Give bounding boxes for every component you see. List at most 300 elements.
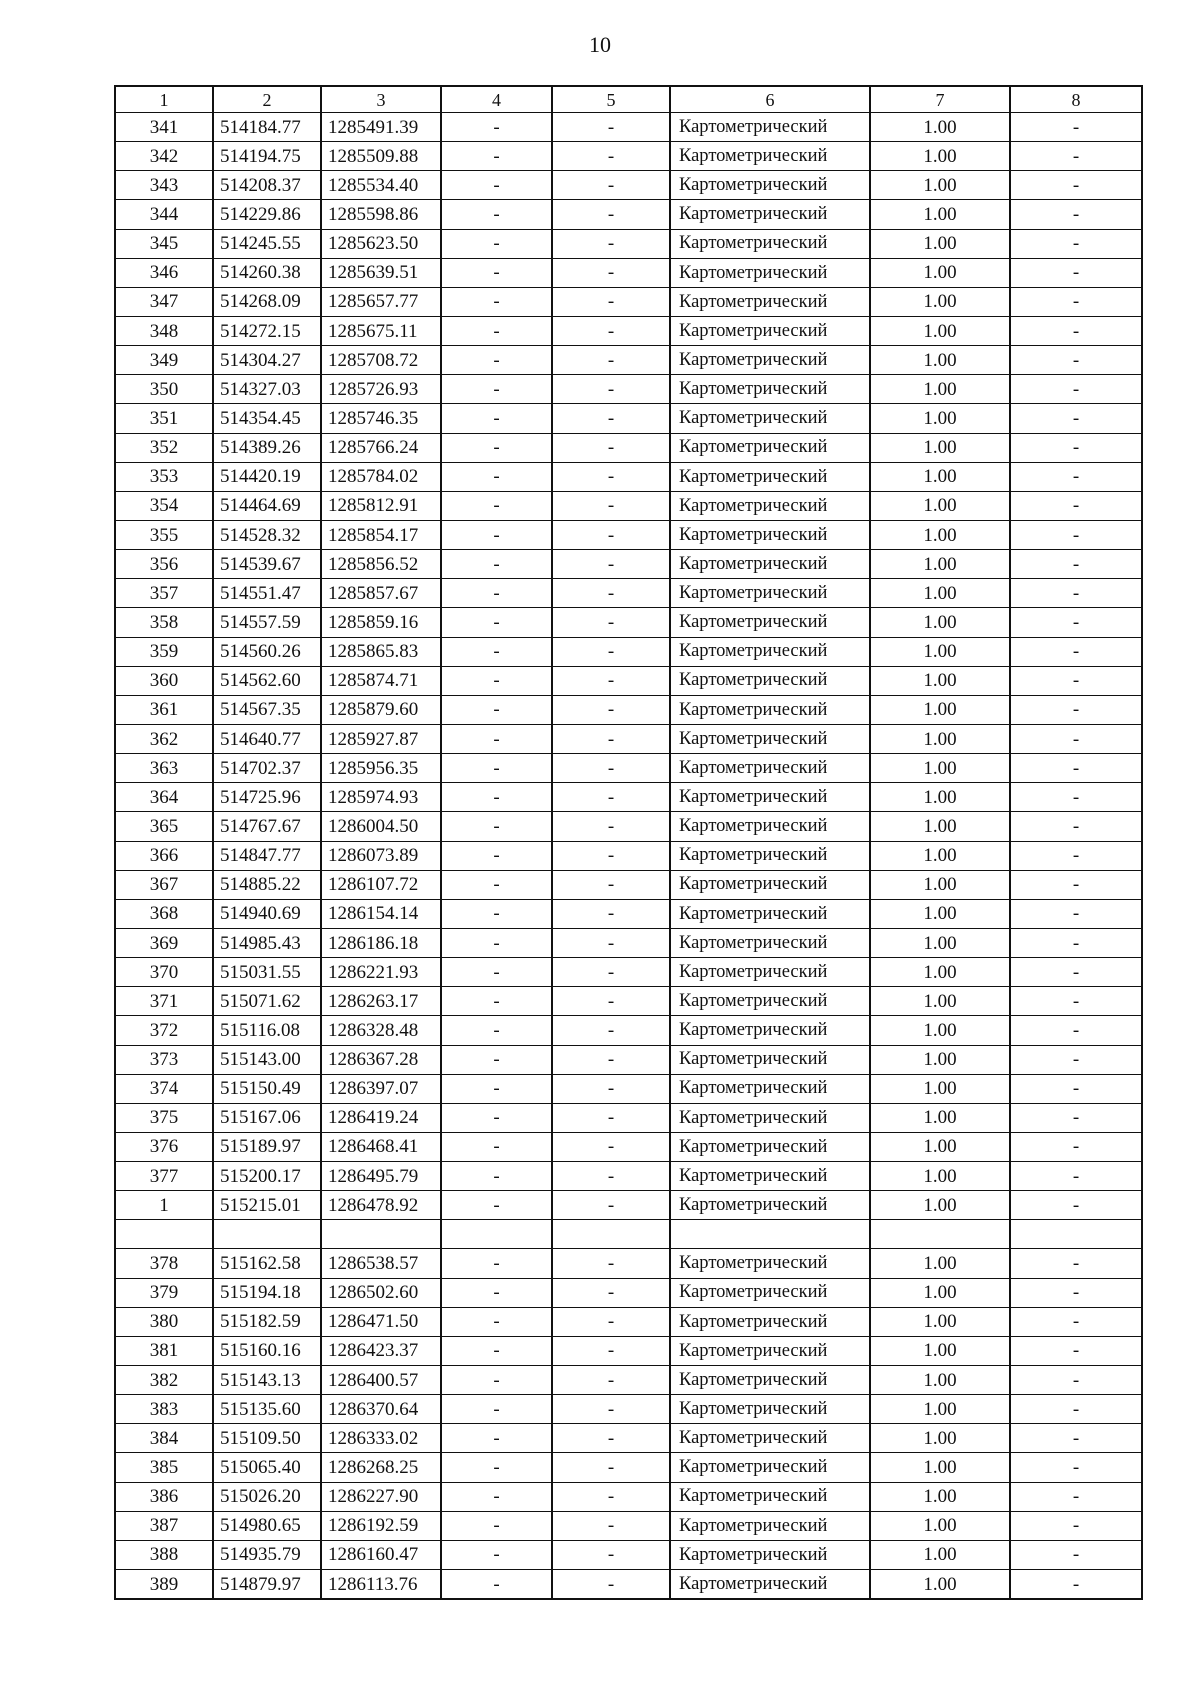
accuracy-cell: 1.00: [870, 1074, 1010, 1103]
page-number: 10: [589, 32, 611, 57]
col8-value-cell: -: [1010, 550, 1142, 579]
table-header-row: [115, 86, 1142, 113]
table-row: [115, 695, 1142, 724]
col4-value-cell: -: [441, 1103, 552, 1132]
point-number-cell: 384: [115, 1424, 213, 1453]
col4-value-cell: -: [441, 1045, 552, 1074]
col5-value-cell: -: [552, 1336, 670, 1365]
y-coordinate-cell: 1286107.72: [321, 870, 441, 899]
accuracy-cell: 1.00: [870, 928, 1010, 957]
col8-value-cell: -: [1010, 1191, 1142, 1220]
col5-value-cell: -: [552, 404, 670, 433]
col4-value-cell: -: [441, 754, 552, 783]
table-row: [115, 783, 1142, 812]
table-row: [115, 812, 1142, 841]
table-row: [115, 1016, 1142, 1045]
x-coordinate-cell: 514940.69: [213, 899, 321, 928]
point-number-cell: 371: [115, 987, 213, 1016]
y-coordinate-cell: 1286154.14: [321, 899, 441, 928]
table-row: [115, 200, 1142, 229]
col4-value-cell: -: [441, 724, 552, 753]
x-coordinate-cell: 514194.75: [213, 142, 321, 171]
col8-value-cell: -: [1010, 1482, 1142, 1511]
point-number-cell: 388: [115, 1540, 213, 1569]
col5-value-cell: -: [552, 841, 670, 870]
table-row: [115, 1424, 1142, 1453]
accuracy-cell: 1.00: [870, 200, 1010, 229]
method-cell: Картометрический: [670, 1570, 870, 1600]
col8-value-cell: -: [1010, 1424, 1142, 1453]
accuracy-cell: 1.00: [870, 870, 1010, 899]
y-coordinate-cell: 1286160.47: [321, 1540, 441, 1569]
table-row: [115, 579, 1142, 608]
y-coordinate-cell: 1285598.86: [321, 200, 441, 229]
col4-value-cell: -: [441, 841, 552, 870]
col5-value-cell: -: [552, 433, 670, 462]
y-coordinate-cell: 1286370.64: [321, 1395, 441, 1424]
col8-value-cell: -: [1010, 1103, 1142, 1132]
accuracy-cell: 1.00: [870, 812, 1010, 841]
accuracy-cell: 1.00: [870, 142, 1010, 171]
col5-value-cell: -: [552, 171, 670, 200]
col4-value-cell: -: [441, 1453, 552, 1482]
y-coordinate-cell: 1285746.35: [321, 404, 441, 433]
col8-value-cell: -: [1010, 783, 1142, 812]
point-number-cell: 349: [115, 346, 213, 375]
accuracy-cell: 1.00: [870, 1191, 1010, 1220]
method-cell: [670, 1220, 870, 1249]
y-coordinate-cell: 1285859.16: [321, 608, 441, 637]
accuracy-cell: 1.00: [870, 899, 1010, 928]
col4-value-cell: -: [441, 316, 552, 345]
col5-value-cell: -: [552, 346, 670, 375]
y-coordinate-cell: 1286333.02: [321, 1424, 441, 1453]
x-coordinate-cell: 514260.38: [213, 258, 321, 287]
method-cell: Картометрический: [670, 346, 870, 375]
accuracy-cell: 1.00: [870, 1366, 1010, 1395]
col8-value-cell: -: [1010, 1453, 1142, 1482]
x-coordinate-cell: 514245.55: [213, 229, 321, 258]
table-row: [115, 404, 1142, 433]
col8-value-cell: -: [1010, 608, 1142, 637]
y-coordinate-cell: 1285675.11: [321, 316, 441, 345]
accuracy-cell: 1.00: [870, 316, 1010, 345]
method-cell: Картометрический: [670, 783, 870, 812]
x-coordinate-cell: 515182.59: [213, 1307, 321, 1336]
col5-value-cell: -: [552, 142, 670, 171]
accuracy-cell: 1.00: [870, 258, 1010, 287]
col8-value-cell: -: [1010, 1511, 1142, 1540]
col8-value-cell: -: [1010, 229, 1142, 258]
method-cell: Картометрический: [670, 1132, 870, 1161]
col4-value-cell: -: [441, 987, 552, 1016]
point-number-cell: 352: [115, 433, 213, 462]
col5-value-cell: -: [552, 550, 670, 579]
accuracy-cell: 1.00: [870, 1336, 1010, 1365]
point-number-cell: 1: [115, 1191, 213, 1220]
col8-value-cell: -: [1010, 1045, 1142, 1074]
col8-value-cell: -: [1010, 754, 1142, 783]
point-number-cell: 381: [115, 1336, 213, 1365]
x-coordinate-cell: 515109.50: [213, 1424, 321, 1453]
col5-value-cell: -: [552, 1249, 670, 1278]
col5-value-cell: -: [552, 637, 670, 666]
y-coordinate-cell: 1286471.50: [321, 1307, 441, 1336]
x-coordinate-cell: 515116.08: [213, 1016, 321, 1045]
point-number-cell: 357: [115, 579, 213, 608]
col4-value-cell: -: [441, 142, 552, 171]
point-number-cell: 345: [115, 229, 213, 258]
col4-value-cell: -: [441, 899, 552, 928]
table-row: [115, 1570, 1142, 1600]
y-coordinate-cell: 1286113.76: [321, 1570, 441, 1600]
method-cell: Картометрический: [670, 404, 870, 433]
col4-value-cell: -: [441, 666, 552, 695]
method-cell: Картометрический: [670, 579, 870, 608]
accuracy-cell: 1.00: [870, 1511, 1010, 1540]
column-header-3: 3: [321, 86, 441, 113]
method-cell: Картометрический: [670, 142, 870, 171]
point-number-cell: 360: [115, 666, 213, 695]
table-row: [115, 754, 1142, 783]
col5-value-cell: -: [552, 287, 670, 316]
table-row: [115, 375, 1142, 404]
accuracy-cell: 1.00: [870, 1453, 1010, 1482]
col8-value-cell: -: [1010, 724, 1142, 753]
x-coordinate-cell: 514272.15: [213, 316, 321, 345]
col4-value-cell: -: [441, 1366, 552, 1395]
point-number-cell: 375: [115, 1103, 213, 1132]
col5-value-cell: -: [552, 1162, 670, 1191]
method-cell: Картометрический: [670, 870, 870, 899]
y-coordinate-cell: 1286328.48: [321, 1016, 441, 1045]
y-coordinate-cell: 1285865.83: [321, 637, 441, 666]
table-row: [115, 258, 1142, 287]
point-number-cell: 376: [115, 1132, 213, 1161]
col8-value-cell: -: [1010, 316, 1142, 345]
table-row: [115, 346, 1142, 375]
x-coordinate-cell: 515026.20: [213, 1482, 321, 1511]
table-row: [115, 1103, 1142, 1132]
point-number-cell: 370: [115, 958, 213, 987]
method-cell: Картометрический: [670, 1511, 870, 1540]
col4-value-cell: -: [441, 520, 552, 549]
table-row: [115, 1249, 1142, 1278]
y-coordinate-cell: 1286367.28: [321, 1045, 441, 1074]
accuracy-cell: 1.00: [870, 666, 1010, 695]
col4-value-cell: -: [441, 928, 552, 957]
method-cell: Картометрический: [670, 841, 870, 870]
y-coordinate-cell: 1286400.57: [321, 1366, 441, 1395]
point-number-cell: 366: [115, 841, 213, 870]
col5-value-cell: -: [552, 899, 670, 928]
method-cell: Картометрический: [670, 520, 870, 549]
method-cell: Картометрический: [670, 987, 870, 1016]
y-coordinate-cell: 1286186.18: [321, 928, 441, 957]
method-cell: Картометрический: [670, 229, 870, 258]
accuracy-cell: 1.00: [870, 841, 1010, 870]
col8-value-cell: -: [1010, 462, 1142, 491]
col8-value-cell: -: [1010, 142, 1142, 171]
y-coordinate-cell: 1285534.40: [321, 171, 441, 200]
y-coordinate-cell: 1285766.24: [321, 433, 441, 462]
method-cell: Картометрический: [670, 637, 870, 666]
table-row: [115, 724, 1142, 753]
col4-value-cell: -: [441, 433, 552, 462]
col4-value-cell: -: [441, 1570, 552, 1600]
x-coordinate-cell: 515200.17: [213, 1162, 321, 1191]
x-coordinate-cell: 514551.47: [213, 579, 321, 608]
y-coordinate-cell: 1285874.71: [321, 666, 441, 695]
accuracy-cell: 1.00: [870, 1249, 1010, 1278]
method-cell: Картометрический: [670, 899, 870, 928]
point-number-cell: 364: [115, 783, 213, 812]
table-body: [115, 113, 1142, 1600]
table-row: [115, 462, 1142, 491]
col4-value-cell: -: [441, 1132, 552, 1161]
x-coordinate-cell: 514389.26: [213, 433, 321, 462]
method-cell: Картометрический: [670, 1307, 870, 1336]
col5-value-cell: -: [552, 783, 670, 812]
y-coordinate-cell: 1285956.35: [321, 754, 441, 783]
col4-value-cell: -: [441, 1307, 552, 1336]
col8-value-cell: -: [1010, 1395, 1142, 1424]
x-coordinate-cell: 514985.43: [213, 928, 321, 957]
col5-value-cell: -: [552, 113, 670, 142]
col8-value-cell: -: [1010, 1074, 1142, 1103]
col5-value-cell: -: [552, 666, 670, 695]
x-coordinate-cell: 515167.06: [213, 1103, 321, 1132]
col5-value-cell: -: [552, 812, 670, 841]
col5-value-cell: -: [552, 229, 670, 258]
col5-value-cell: -: [552, 928, 670, 957]
col5-value-cell: -: [552, 520, 670, 549]
col4-value-cell: -: [441, 113, 552, 142]
point-number-cell: 389: [115, 1570, 213, 1600]
x-coordinate-cell: 514464.69: [213, 491, 321, 520]
point-number-cell: 368: [115, 899, 213, 928]
y-coordinate-cell: 1285784.02: [321, 462, 441, 491]
table-row: [115, 1336, 1142, 1365]
col8-value-cell: -: [1010, 870, 1142, 899]
y-coordinate-cell: 1286004.50: [321, 812, 441, 841]
col4-value-cell: -: [441, 958, 552, 987]
x-coordinate-cell: 514879.97: [213, 1570, 321, 1600]
table-row: [115, 1366, 1142, 1395]
x-coordinate-cell: 514420.19: [213, 462, 321, 491]
col4-value-cell: -: [441, 550, 552, 579]
point-number-cell: 367: [115, 870, 213, 899]
col5-value-cell: -: [552, 1482, 670, 1511]
method-cell: Картометрический: [670, 491, 870, 520]
accuracy-cell: 1.00: [870, 1540, 1010, 1569]
x-coordinate-cell: 514354.45: [213, 404, 321, 433]
table-row: [115, 287, 1142, 316]
point-number-cell: 348: [115, 316, 213, 345]
x-coordinate-cell: 515065.40: [213, 1453, 321, 1482]
x-coordinate-cell: 514767.67: [213, 812, 321, 841]
y-coordinate-cell: 1286268.25: [321, 1453, 441, 1482]
accuracy-cell: 1.00: [870, 346, 1010, 375]
col5-value-cell: -: [552, 1307, 670, 1336]
accuracy-cell: 1.00: [870, 287, 1010, 316]
point-number-cell: 378: [115, 1249, 213, 1278]
point-number-cell: [115, 1220, 213, 1249]
col4-value-cell: -: [441, 287, 552, 316]
col4-value-cell: -: [441, 1482, 552, 1511]
accuracy-cell: 1.00: [870, 1132, 1010, 1161]
point-number-cell: 363: [115, 754, 213, 783]
y-coordinate-cell: 1285639.51: [321, 258, 441, 287]
table-row: [115, 1045, 1142, 1074]
x-coordinate-cell: 514725.96: [213, 783, 321, 812]
point-number-cell: 380: [115, 1307, 213, 1336]
col5-value-cell: -: [552, 1453, 670, 1482]
method-cell: Картометрический: [670, 1366, 870, 1395]
table-row: [115, 637, 1142, 666]
col5-value-cell: -: [552, 462, 670, 491]
col4-value-cell: -: [441, 1074, 552, 1103]
method-cell: Картометрический: [670, 113, 870, 142]
method-cell: Картометрический: [670, 1424, 870, 1453]
x-coordinate-cell: 514560.26: [213, 637, 321, 666]
method-cell: Картометрический: [670, 316, 870, 345]
point-number-cell: 359: [115, 637, 213, 666]
col4-value-cell: -: [441, 404, 552, 433]
table-row: [115, 1395, 1142, 1424]
accuracy-cell: [870, 1220, 1010, 1249]
y-coordinate-cell: 1286192.59: [321, 1511, 441, 1540]
y-coordinate-cell: 1285857.67: [321, 579, 441, 608]
col8-value-cell: -: [1010, 666, 1142, 695]
x-coordinate-cell: 514229.86: [213, 200, 321, 229]
col5-value-cell: -: [552, 870, 670, 899]
col8-value-cell: -: [1010, 1278, 1142, 1307]
point-number-cell: 386: [115, 1482, 213, 1511]
point-number-cell: 344: [115, 200, 213, 229]
x-coordinate-cell: 514304.27: [213, 346, 321, 375]
x-coordinate-cell: 515031.55: [213, 958, 321, 987]
table-row: [115, 316, 1142, 345]
col4-value-cell: -: [441, 1336, 552, 1365]
table-row: [115, 1307, 1142, 1336]
method-cell: Картометрический: [670, 928, 870, 957]
x-coordinate-cell: 514567.35: [213, 695, 321, 724]
point-number-cell: 374: [115, 1074, 213, 1103]
x-coordinate-cell: 514640.77: [213, 724, 321, 753]
col8-value-cell: -: [1010, 171, 1142, 200]
method-cell: Картометрический: [670, 462, 870, 491]
table-row: [115, 1074, 1142, 1103]
accuracy-cell: 1.00: [870, 113, 1010, 142]
col8-value-cell: -: [1010, 579, 1142, 608]
table-row: [115, 113, 1142, 142]
col8-value-cell: -: [1010, 520, 1142, 549]
col8-value-cell: -: [1010, 1249, 1142, 1278]
y-coordinate-cell: 1285509.88: [321, 142, 441, 171]
col4-value-cell: -: [441, 258, 552, 287]
col4-value-cell: -: [441, 579, 552, 608]
column-header-1: 1: [115, 86, 213, 113]
table-row: [115, 1162, 1142, 1191]
y-coordinate-cell: 1286397.07: [321, 1074, 441, 1103]
x-coordinate-cell: 515215.01: [213, 1191, 321, 1220]
y-coordinate-cell: 1285974.93: [321, 783, 441, 812]
col4-value-cell: -: [441, 1278, 552, 1307]
col5-value-cell: -: [552, 1511, 670, 1540]
accuracy-cell: 1.00: [870, 1103, 1010, 1132]
point-number-cell: 343: [115, 171, 213, 200]
accuracy-cell: 1.00: [870, 1016, 1010, 1045]
col4-value-cell: -: [441, 229, 552, 258]
method-cell: Картометрический: [670, 1395, 870, 1424]
y-coordinate-cell: 1286495.79: [321, 1162, 441, 1191]
point-number-cell: 353: [115, 462, 213, 491]
method-cell: Картометрический: [670, 1162, 870, 1191]
col5-value-cell: -: [552, 724, 670, 753]
column-header-5: 5: [552, 86, 670, 113]
col5-value-cell: -: [552, 1191, 670, 1220]
col8-value-cell: -: [1010, 1570, 1142, 1600]
point-number-cell: 341: [115, 113, 213, 142]
method-cell: Картометрический: [670, 1336, 870, 1365]
accuracy-cell: 1.00: [870, 520, 1010, 549]
accuracy-cell: 1.00: [870, 608, 1010, 637]
y-coordinate-cell: 1285854.17: [321, 520, 441, 549]
table-row: [115, 229, 1142, 258]
table-row: [115, 928, 1142, 957]
table-row: [115, 666, 1142, 695]
col8-value-cell: -: [1010, 841, 1142, 870]
x-coordinate-cell: 515189.97: [213, 1132, 321, 1161]
x-coordinate-cell: 515143.13: [213, 1366, 321, 1395]
col4-value-cell: -: [441, 783, 552, 812]
y-coordinate-cell: 1285856.52: [321, 550, 441, 579]
method-cell: Картометрический: [670, 1103, 870, 1132]
x-coordinate-cell: 514327.03: [213, 375, 321, 404]
col8-value-cell: -: [1010, 404, 1142, 433]
method-cell: Картометрический: [670, 1278, 870, 1307]
table-row: [115, 1191, 1142, 1220]
method-cell: Картометрический: [670, 1191, 870, 1220]
method-cell: Картометрический: [670, 287, 870, 316]
method-cell: Картометрический: [670, 1074, 870, 1103]
accuracy-cell: 1.00: [870, 1278, 1010, 1307]
col8-value-cell: -: [1010, 1540, 1142, 1569]
col4-value-cell: -: [441, 1424, 552, 1453]
accuracy-cell: 1.00: [870, 229, 1010, 258]
method-cell: Картометрический: [670, 171, 870, 200]
method-cell: Картометрический: [670, 1540, 870, 1569]
point-number-cell: 382: [115, 1366, 213, 1395]
col8-value-cell: -: [1010, 987, 1142, 1016]
x-coordinate-cell: 514268.09: [213, 287, 321, 316]
table-row: [115, 520, 1142, 549]
table-row: [115, 1132, 1142, 1161]
col8-value-cell: -: [1010, 346, 1142, 375]
y-coordinate-cell: 1286073.89: [321, 841, 441, 870]
x-coordinate-cell: 515162.58: [213, 1249, 321, 1278]
table-row: [115, 870, 1142, 899]
col5-value-cell: -: [552, 1045, 670, 1074]
col5-value-cell: -: [552, 1424, 670, 1453]
accuracy-cell: 1.00: [870, 754, 1010, 783]
y-coordinate-cell: 1286502.60: [321, 1278, 441, 1307]
x-coordinate-cell: 515194.18: [213, 1278, 321, 1307]
x-coordinate-cell: 515150.49: [213, 1074, 321, 1103]
x-coordinate-cell: 514885.22: [213, 870, 321, 899]
col4-value-cell: -: [441, 346, 552, 375]
